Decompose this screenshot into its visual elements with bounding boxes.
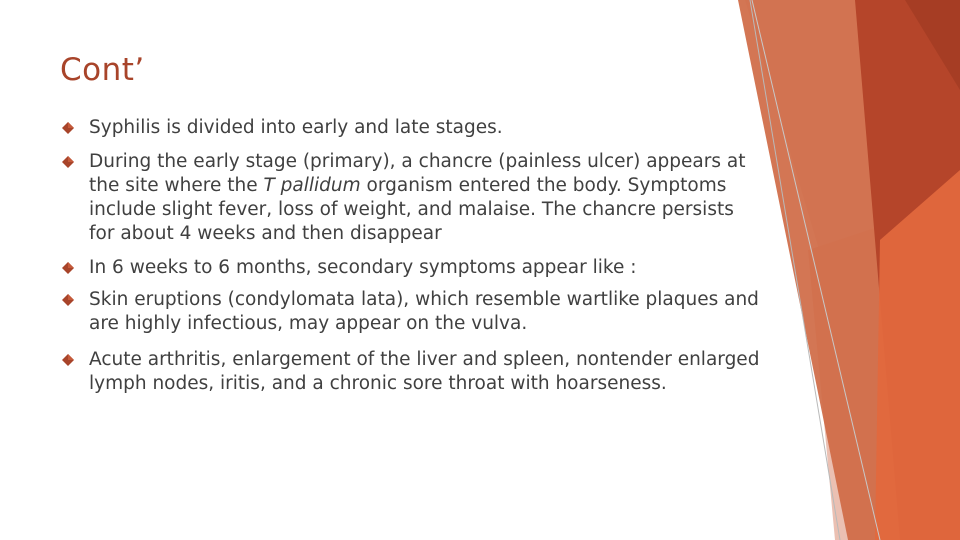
bullet-item [62, 288, 762, 336]
bullet-item [62, 348, 762, 396]
diamond-bullet-icon [62, 262, 74, 274]
bullet-item [62, 256, 762, 280]
diamond-bullet-icon [62, 122, 74, 134]
bullet-item [62, 150, 762, 246]
bullet-text-before: During the early stage (primary), a chancre (painless ulcer) appears at the site where the [89, 151, 746, 196]
slide-title: Cont’ [60, 52, 145, 88]
organism-name: T pallidum [263, 175, 361, 196]
bullet-list [62, 116, 762, 406]
diamond-bullet-icon [62, 354, 74, 366]
bullet-text: Acute arthritis, enlargement of the liver and spleen, nontender enlarged lymph nodes, iritis, and a chronic sore throat with hoarseness. [89, 349, 760, 394]
bullet-text: Syphilis is divided into early and late stages. [89, 117, 503, 138]
bullet-text: In 6 weeks to 6 months, secondary symptoms appear like : [89, 257, 637, 278]
bullet-text-after: organism entered the body. Symptoms include slight fever, loss of weight, and malaise. The chancre persists for about 4 weeks and then disappear [89, 175, 734, 244]
diamond-bullet-icon [62, 294, 74, 306]
bullet-item [62, 116, 762, 140]
bullet-text: Skin eruptions (condylomata lata), which resemble wartlike plaques and are highly infectious, may appear on the vulva. [89, 289, 759, 334]
diamond-bullet-icon [62, 156, 74, 168]
